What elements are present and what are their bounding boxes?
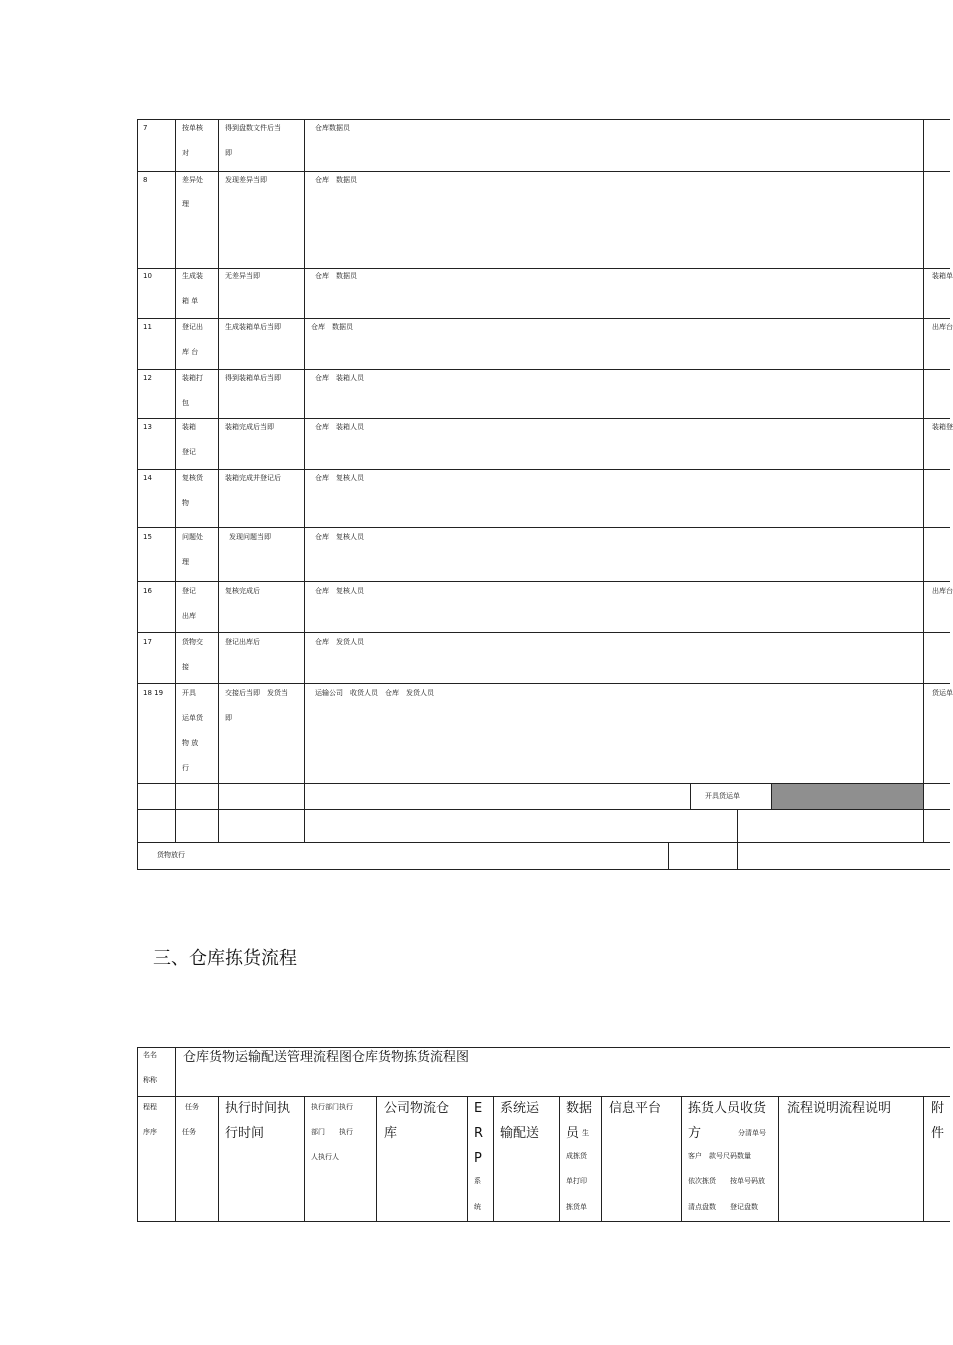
picker-header: 依次拣货 按单号码放 <box>688 1177 765 1185</box>
row-number: 15 <box>143 533 152 541</box>
dept-header: 执行部门执行 <box>311 1103 353 1111</box>
attachment-header: 附件 <box>931 1101 945 1141</box>
name-label: 名名 <box>143 1051 157 1059</box>
system-header: 输配送 <box>500 1126 540 1141</box>
erp-header: P <box>474 1151 482 1166</box>
data-clerk-header: 生 <box>582 1129 589 1137</box>
task-name: 箱 单 <box>182 297 199 305</box>
row-number: 12 <box>143 374 152 382</box>
exec-time: 发现问题当即 <box>229 533 271 541</box>
dept-header: 部门 执行 <box>311 1128 353 1136</box>
exec-time: 装箱完成后当即 <box>225 423 274 431</box>
company-header: 库 <box>384 1126 398 1141</box>
exec-time: 登记出库后 <box>225 638 260 646</box>
task-header: 任务 <box>185 1103 199 1111</box>
exec-dept: 仓库 复核人员 <box>315 474 364 482</box>
task-name: 出库 <box>182 612 196 620</box>
data-clerk-header: 单打印 <box>566 1177 587 1185</box>
task-name: 物 放 <box>182 739 199 747</box>
dept-header: 人执行人 <box>311 1153 339 1161</box>
row-number: 14 <box>143 474 152 482</box>
row-number: 13 <box>143 423 152 431</box>
data-clerk-header: 拣货单 <box>566 1203 587 1211</box>
task-name: 对 <box>182 149 189 157</box>
task-name: 装箱打 <box>182 374 203 382</box>
task-name: 货物交 <box>182 638 203 646</box>
row-number: 7 <box>143 124 148 132</box>
erp-header: E <box>474 1101 483 1116</box>
shaded-cell <box>772 784 923 809</box>
picker-header: 拣货人员收货 <box>688 1101 767 1116</box>
exec-dept: 仓库 复核人员 <box>315 587 364 595</box>
platform-header: 信息平台 <box>609 1101 662 1116</box>
task-name: 差异处 <box>182 176 203 184</box>
exec-dept: 仓库 发货人员 <box>315 638 364 646</box>
exec-time: 生成装箱单后当即 <box>225 323 281 331</box>
time-header: 行时间 <box>225 1126 265 1141</box>
task-name: 生成装 <box>182 272 203 280</box>
task-name: 包 <box>182 399 189 407</box>
row-number: 18 19 <box>143 689 164 697</box>
row-number: 10 <box>143 272 152 280</box>
attachment-text: 货运单 <box>932 689 953 697</box>
row-number: 11 <box>143 323 152 331</box>
time-header: 执行时间执 <box>225 1101 291 1116</box>
exec-dept: 仓库 装箱人员 <box>315 374 364 382</box>
exec-dept: 仓库 数据员 <box>315 176 357 184</box>
exec-dept: 仓库 数据员 <box>311 323 353 331</box>
data-clerk-header: 数据 <box>566 1101 593 1116</box>
erp-header: R <box>474 1126 484 1141</box>
system-header: 系统运 <box>500 1101 540 1116</box>
task-name: 开具 <box>182 689 196 697</box>
task-name: 复核货 <box>182 474 203 482</box>
name-label: 称称 <box>143 1076 157 1084</box>
task-name: 问题处 <box>182 533 203 541</box>
exec-dept: 仓库 复核人员 <box>315 533 364 541</box>
task-header: 任务 <box>182 1128 196 1136</box>
section-title: 三、仓库拣货流程 <box>153 948 297 969</box>
erp-header: 系 <box>474 1177 481 1185</box>
seq-header: 序序 <box>143 1128 157 1136</box>
task-name: 理 <box>182 558 189 566</box>
exec-dept: 运输公司 收货人员 仓库 发货人员 <box>315 689 434 697</box>
company-header: 公司物流仓 <box>384 1101 450 1116</box>
seq-header: 程程 <box>143 1103 157 1111</box>
exec-time: 交接后当即 发货当 <box>225 689 288 697</box>
exec-time: 复核完成后 <box>225 587 260 595</box>
exec-dept: 仓库 数据员 <box>315 272 357 280</box>
task-name: 物 <box>182 499 189 507</box>
attachment-text: 装箱登 <box>932 423 953 431</box>
description-header: 流程说明流程说明 <box>787 1101 892 1116</box>
row-number: 17 <box>143 638 152 646</box>
exec-time: 得到盘数文件后当 <box>225 124 281 132</box>
flowchart-title: 仓库货物运输配送管理流程图仓库货物拣货流程图 <box>183 1050 470 1065</box>
exec-time: 发现差异当即 <box>225 176 267 184</box>
exec-time: 无差异当即 <box>225 272 260 280</box>
goods-release-label: 货物放行 <box>157 851 185 859</box>
picker-header: 分清单号 <box>738 1129 766 1137</box>
task-name: 行 <box>182 764 189 772</box>
task-name: 接 <box>182 663 189 671</box>
attachment-text: 出库台 <box>932 587 953 595</box>
task-name: 理 <box>182 200 189 208</box>
picker-header: 清点盘数 登记盘数 <box>688 1203 758 1211</box>
task-name: 装箱 <box>182 423 196 431</box>
exec-time: 即 <box>225 149 232 157</box>
exec-dept: 仓库数据员 <box>315 124 350 132</box>
row-number: 8 <box>143 176 148 184</box>
task-name: 登记 <box>182 587 196 595</box>
open-waybill-label: 开具货运单 <box>705 792 740 800</box>
task-name: 按单核 <box>182 124 203 132</box>
exec-time: 装箱完成并登记后 <box>225 474 281 482</box>
data-clerk-header: 员 <box>566 1126 580 1141</box>
data-clerk-header: 成拣货 <box>566 1152 587 1160</box>
picker-header: 客户 款号尺码数量 <box>688 1152 751 1160</box>
row-number: 16 <box>143 587 152 595</box>
task-name: 库 台 <box>182 348 199 356</box>
task-name: 运单货 <box>182 714 203 722</box>
attachment-text: 装箱单 <box>932 272 953 280</box>
exec-dept: 仓库 装箱人员 <box>315 423 364 431</box>
task-name: 登记 <box>182 448 196 456</box>
task-name: 登记出 <box>182 323 203 331</box>
exec-time: 即 <box>225 714 232 722</box>
attachment-text: 出库台 <box>932 323 953 331</box>
picker-header: 方 <box>688 1126 702 1141</box>
exec-time: 得到装箱单后当即 <box>225 374 281 382</box>
erp-header: 统 <box>474 1203 481 1211</box>
